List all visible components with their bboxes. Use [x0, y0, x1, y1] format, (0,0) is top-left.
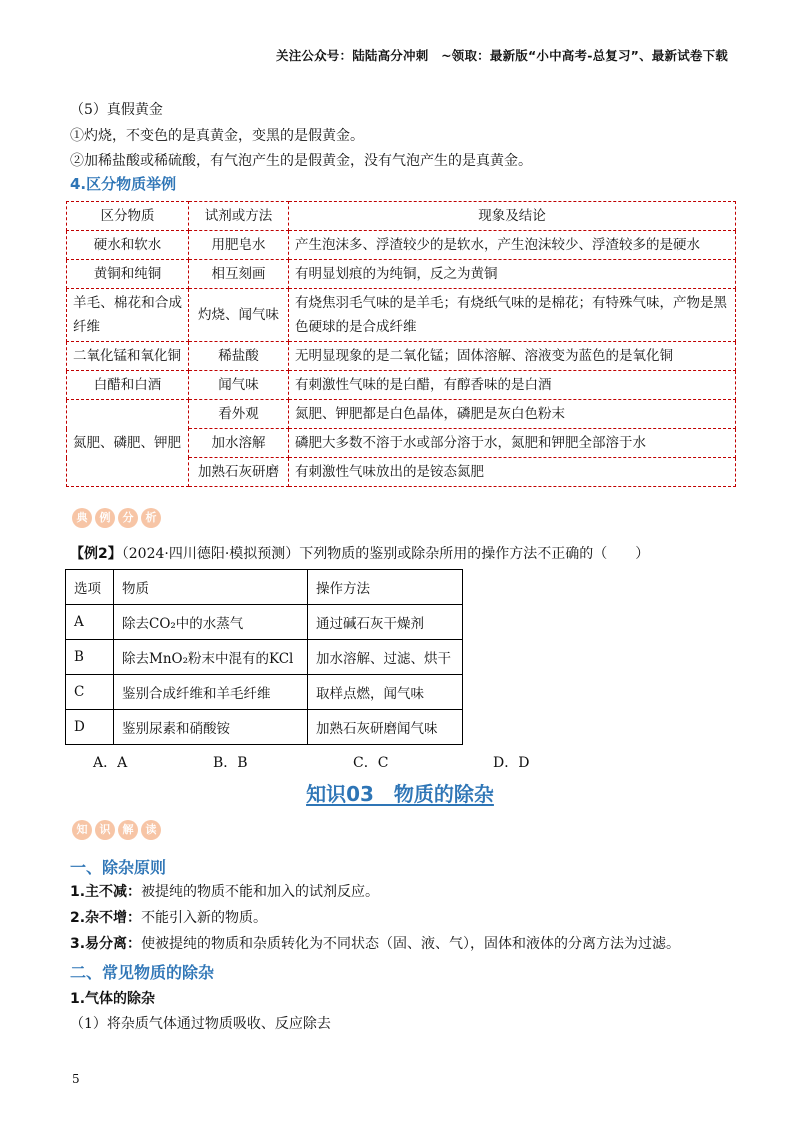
gold-heading: （5）真假黄金 [70, 102, 163, 118]
table-row [66, 640, 463, 675]
header-cell: 物质 [114, 570, 308, 605]
table-header-row [67, 202, 736, 231]
table-cell: 产生泡沫多、浮渣较少的是软水，产生泡沫较少、浮渣较多的是硬水 [289, 231, 736, 260]
table-cell: 通过碱石灰干燥剂 [308, 605, 463, 640]
principle-item [70, 933, 680, 953]
section-4-title: 4.区分物质举例 [70, 175, 177, 193]
principle-text: 使被提纯的物质和杂质转化为不同状态（固、液、气），固体和液体的分离方法为过滤。 [141, 936, 681, 952]
table-cell: 硬水和软水 [67, 231, 189, 260]
badge-char: 识 [95, 820, 115, 840]
table-cell: 加水溶解、过滤、烘干 [308, 640, 463, 675]
header-cell: 区分物质 [67, 202, 189, 231]
table-row [67, 371, 736, 400]
table-row [67, 400, 736, 429]
table-cell: 磷肥大多数不溶于水或部分溶于水，氮肥和钾肥全部溶于水 [289, 429, 736, 458]
option-b: B．B [213, 755, 248, 771]
principle-item [70, 881, 379, 901]
table-cell: B [66, 640, 114, 675]
table-cell: 灼烧、闻气味 [189, 289, 289, 342]
table-cell: 羊毛、棉花和合成纤维 [67, 289, 189, 342]
example-text: （2024·四川德阳·模拟预测）下列物质的鉴别或除杂所用的操作方法不正确的（ ） [121, 546, 650, 562]
common-heading: 二、常见物质的除杂 [70, 963, 215, 982]
example-question [70, 543, 649, 563]
example-analysis-badge [72, 508, 161, 528]
option-c: C．C [353, 755, 389, 771]
table-cell: 相互刻画 [189, 260, 289, 289]
header-cell: 现象及结论 [289, 202, 736, 231]
table-row [66, 710, 463, 745]
table-cell: 有明显划痕的为纯铜，反之为黄铜 [289, 260, 736, 289]
table-cell: 黄铜和纯铜 [67, 260, 189, 289]
principle-text: 被提纯的物质不能和加入的试剂反应。 [141, 884, 380, 900]
table-row [66, 605, 463, 640]
table-cell: 白醋和白酒 [67, 371, 189, 400]
badge-char: 分 [118, 508, 138, 528]
knowledge-badge [72, 820, 161, 840]
table-cell: 加熟石灰研磨闻气味 [308, 710, 463, 745]
example-table [65, 569, 463, 745]
badge-char: 析 [141, 508, 161, 528]
header-cell: 试剂或方法 [189, 202, 289, 231]
gas-item: （1）将杂质气体通过物质吸收、反应除去 [70, 1016, 331, 1032]
badge-char: 知 [72, 820, 92, 840]
table-cell: 鉴别尿素和硝酸铵 [114, 710, 308, 745]
principles-heading: 一、除杂原则 [70, 858, 167, 877]
gas-subheading: 1.气体的除杂 [70, 991, 156, 1007]
table-cell: 看外观 [189, 400, 289, 429]
table-cell: 鉴别合成纤维和羊毛纤维 [114, 675, 308, 710]
knowledge-title [0, 778, 800, 807]
table-cell: 氮肥、磷肥、钾肥 [67, 400, 189, 487]
table-row [67, 342, 736, 371]
principle-term: 3.易分离： [70, 936, 142, 952]
table-cell: D [66, 710, 114, 745]
table-cell: 加水溶解 [189, 429, 289, 458]
option-d: D．D [493, 755, 530, 771]
knowledge-title-text: 知识03 物质的除杂 [306, 782, 494, 806]
badge-char: 典 [72, 508, 92, 528]
table-cell: 取样点燃，闻气味 [308, 675, 463, 710]
table-cell: C [66, 675, 114, 710]
table-cell: 二氧化锰和氧化铜 [67, 342, 189, 371]
table-cell: 加熟石灰研磨 [189, 458, 289, 487]
distinguish-table [66, 201, 736, 487]
table-cell: 用肥皂水 [189, 231, 289, 260]
table-row [66, 675, 463, 710]
page-header: 关注公众号：陆陆高分冲刺 ~领取：最新版“小中高考-总复习”、最新试卷下载 [276, 48, 728, 63]
table-cell: 有刺激性气味的是白醋，有醇香味的是白酒 [289, 371, 736, 400]
table-cell: 除去MnO₂粉末中混有的KCl [114, 640, 308, 675]
table-cell: 稀盐酸 [189, 342, 289, 371]
table-header-row [66, 570, 463, 605]
principle-term: 2.杂不增： [70, 910, 142, 926]
table-cell: 除去CO₂中的水蒸气 [114, 605, 308, 640]
badge-char: 解 [118, 820, 138, 840]
table-row [67, 289, 736, 342]
table-cell: 有刺激性气味放出的是铵态氮肥 [289, 458, 736, 487]
badge-char: 读 [141, 820, 161, 840]
principle-term: 1.主不减： [70, 884, 142, 900]
table-cell: 氮肥、钾肥都是白色晶体，磷肥是灰白色粉末 [289, 400, 736, 429]
example-tag: 【例2】 [70, 546, 122, 562]
principle-text: 不能引入新的物质。 [141, 910, 268, 926]
table-row [67, 231, 736, 260]
table-cell: 无明显现象的是二氧化锰；固体溶解、溶液变为蓝色的是氧化铜 [289, 342, 736, 371]
header-cell: 选项 [66, 570, 114, 605]
table-row [67, 260, 736, 289]
header-cell: 操作方法 [308, 570, 463, 605]
principle-item [70, 907, 267, 927]
badge-char: 例 [95, 508, 115, 528]
gold-line-1: ①灼烧，不变色的是真黄金，变黑的是假黄金。 [70, 128, 364, 144]
gold-line-2: ②加稀盐酸或稀硫酸，有气泡产生的是假黄金，没有气泡产生的是真黄金。 [70, 153, 532, 169]
table-cell: A [66, 605, 114, 640]
table-cell: 闻气味 [189, 371, 289, 400]
table-cell: 有烧焦羽毛气味的是羊毛；有烧纸气味的是棉花；有特殊气味，产物是黑色硬球的是合成纤维 [289, 289, 736, 342]
page-number: 5 [72, 1072, 80, 1086]
option-a: A．A [93, 755, 128, 771]
